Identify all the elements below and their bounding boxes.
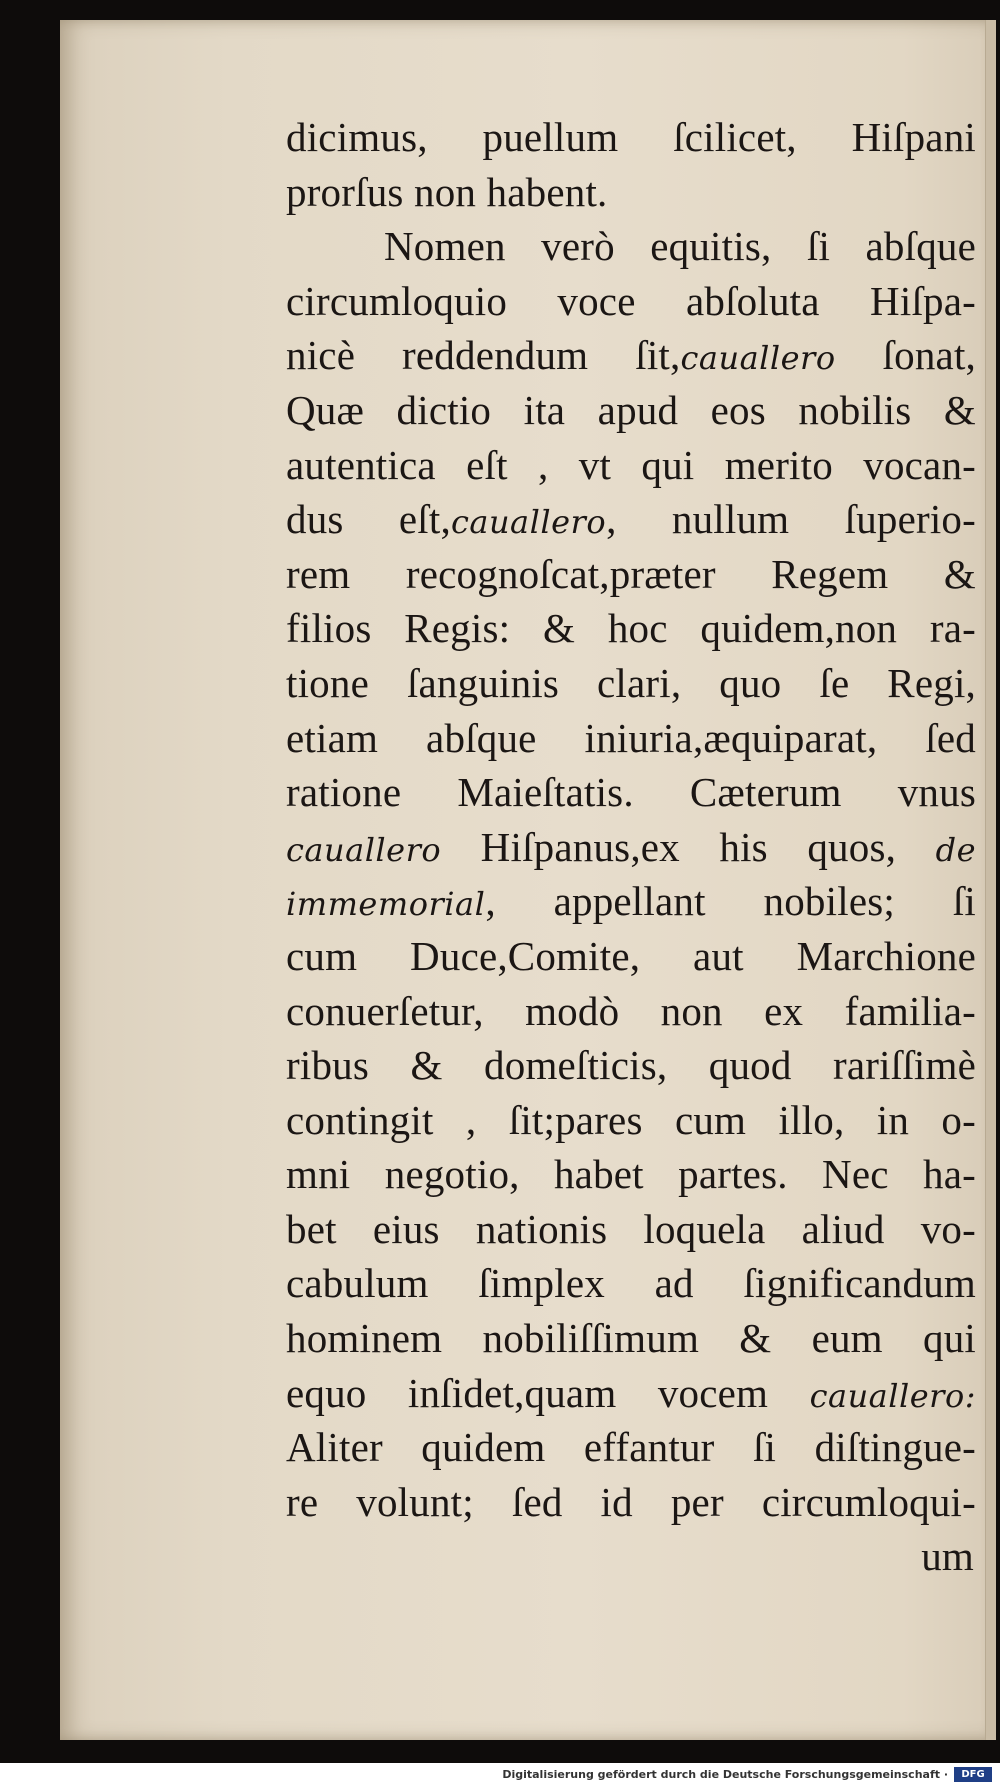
italic-word: cauallero — [286, 830, 442, 869]
text-line — [286, 874, 976, 929]
text-run: ſonat, — [835, 332, 976, 379]
text-line — [286, 328, 976, 383]
italic-word: cauallero — [450, 503, 607, 542]
funding-credit: Digitalisierung gefördert durch die Deutsche Forschungsgemeinschaft · — [502, 1768, 948, 1781]
footer-bar — [0, 1763, 1000, 1785]
text-line: rem recognoſcat,præter Regem & — [286, 550, 976, 597]
text-line — [286, 492, 976, 547]
text-line: ratione Maieſtatis. Cæterum vnus — [286, 769, 976, 816]
text-line — [286, 1366, 976, 1421]
text-line: conuerſetur, modò non ex familia- — [286, 987, 976, 1034]
text-line: re volunt; ſed id per circumloqui- — [286, 1478, 976, 1525]
italic-word: immemorial — [286, 885, 486, 924]
text-line: prorſus non habent. — [286, 168, 608, 215]
text-line: hominem nobiliſſimum & eum qui — [286, 1315, 976, 1362]
text-run: dus eſt, — [286, 496, 451, 543]
catchword: um — [921, 1533, 974, 1580]
text-line: mni negotio, habet partes. Nec ha- — [286, 1151, 976, 1198]
text-line: cum Duce,Comite, aut Marchione — [286, 932, 976, 979]
text-line: Nomen verò equitis, ſi abſque — [384, 223, 976, 270]
text-run: nicè reddendum ſit, — [286, 332, 681, 379]
book-page — [60, 20, 996, 1740]
text-line: dicimus, puellum ſcilicet, Hiſpani — [286, 114, 976, 160]
text-line: ribus & domeſticis, quod rariſſimè — [286, 1042, 976, 1089]
text-line: tione ſanguinis clari, quo ſe Regi, — [286, 659, 976, 706]
dfg-logo-icon: DFG — [954, 1767, 992, 1782]
italic-word: cauallero — [680, 339, 836, 378]
text-line: Aliter quidem effantur ſi diſtingue- — [286, 1424, 976, 1471]
text-run: Hiſpanus,ex his quos, — [441, 823, 936, 870]
text-line: autentica eſt , vt qui merito vocan- — [286, 441, 976, 488]
text-run: , nullum ſuperio- — [606, 496, 976, 543]
italic-word: de — [935, 830, 976, 869]
text-line — [286, 820, 976, 875]
text-line: cabulum ſimplex ad ſignificandum — [286, 1260, 976, 1307]
text-line: circumloquio voce abſoluta Hiſpa- — [286, 277, 976, 324]
text-line: contingit , ſit;pares cum illo, in o- — [286, 1096, 976, 1143]
text-line: etiam abſque iniuria,æquiparat, ſed — [286, 714, 976, 761]
text-line: bet eius nationis loquela aliud vo- — [286, 1205, 976, 1252]
italic-word: cauallero: — [809, 1376, 976, 1415]
text-run: , appellant nobiles; ſi — [485, 878, 976, 925]
text-line: Quæ dictio ita apud eos nobilis & — [286, 386, 976, 433]
text-line: filios Regis: & hoc quidem,non ra- — [286, 605, 976, 652]
text-run: equo inſidet,quam vocem — [286, 1369, 810, 1416]
page-text — [286, 110, 976, 1584]
page-edge — [985, 20, 996, 1740]
